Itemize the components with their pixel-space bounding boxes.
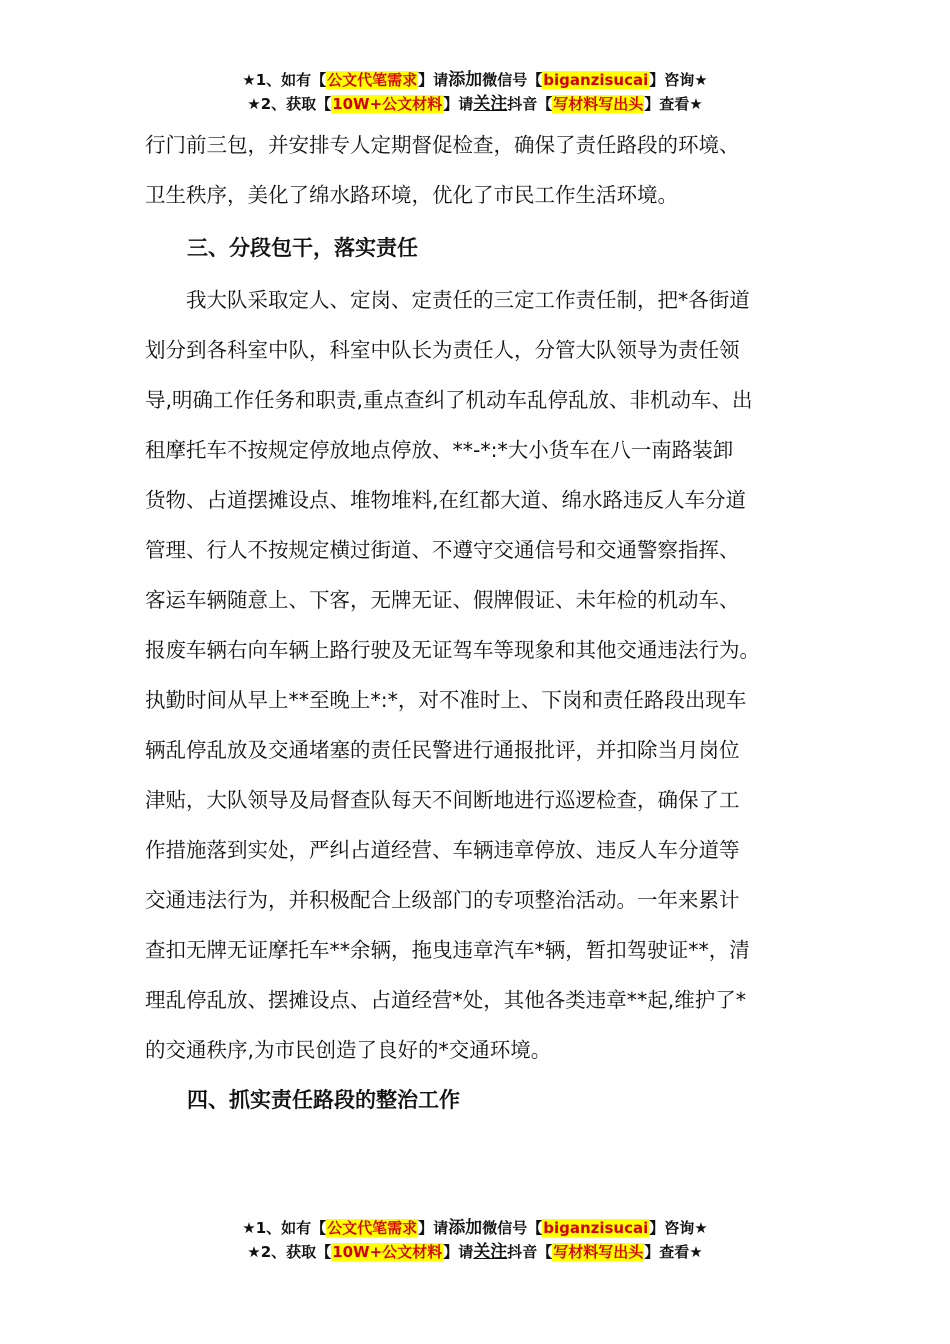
footer-banner [0,1216,950,1264]
text-line: 交通违法行为，并积极配合上级部门的专项整治活动。一年来累计 [145,888,740,912]
header-banner [0,68,950,116]
banner-text: 】请 [443,1243,474,1261]
highlight-wechat-id: biganzisucai [543,1219,649,1237]
banner-line-2 [0,92,950,116]
text-line: 租摩托车不按规定停放地点停放、**-*:*大小货车在八一南路装卸 [145,438,734,462]
banner-text: 】查看★ [644,1243,703,1261]
text-line: 管理、行人不按规定横过街道、不遵守交通信号和交通警察指挥、 [145,538,740,562]
highlight-douyin-account: 写材料写出头 [553,95,644,113]
banner-text: ★2、获取【 [247,95,332,113]
highlight-wechat-id: biganzisucai [543,71,649,89]
text-line: 辆乱停乱放及交通堵塞的责任民警进行通报批评，并扣除当月岗位 [145,738,740,762]
section-heading-3: 三、分段包干，落实责任 [187,236,418,260]
highlight-service: 公文代笔需求 [327,1219,418,1237]
text-line: 报废车辆右向车辆上路行驶及无证驾车等现象和其他交通违法行为。 [145,638,760,662]
text-line: 行门前三包，并安排专人定期督促检查，确保了责任路段的环境、 [145,133,740,157]
highlight-service: 公文代笔需求 [327,71,418,89]
text-line: 划分到各科室中队，科室中队长为责任人，分管大队领导为责任领 [145,338,740,362]
text-line: 的交通秩序,为市民创造了良好的*交通环境。 [145,1038,552,1062]
text-line: 货物、占道摆摊设点、堆物堆料,在红都大道、绵水路违反人车分道 [145,488,747,512]
text-line: 津贴，大队领导及局督查队每天不间断地进行巡逻检查，确保了工 [145,788,740,812]
text-line: 执勤时间从早上**至晚上*:*，对不准时上、下岗和责任路段出现车 [145,688,747,712]
banner-emphasis: 添加 [448,1218,483,1238]
banner-line-1 [0,68,950,92]
banner-emphasis: 关注 [473,1242,508,1262]
text-line: 理乱停乱放、摆摊设点、占道经营*处，其他各类违章**起,维护了* [145,988,747,1012]
banner-emphasis: 关注 [473,94,508,114]
paragraph-continuation [145,120,810,220]
banner-line-1 [0,1216,950,1240]
banner-text: 】咨询★ [649,71,708,89]
banner-text: 】查看★ [644,95,703,113]
banner-text: 微信号【 [482,1219,543,1237]
text-line: 作措施落到实处，严纠占道经营、车辆违章停放、违反人车分道等 [145,838,740,862]
banner-line-2 [0,1240,950,1264]
banner-text: 抖音【 [507,95,553,113]
banner-text: 】请 [418,1219,449,1237]
highlight-douyin-account: 写材料写出头 [553,1243,644,1261]
highlight-materials: 10W+公文材料 [332,1243,443,1261]
text-line: 导,明确工作任务和职责,重点查纠了机动车乱停乱放、非机动车、出 [145,388,753,412]
banner-text: 抖音【 [507,1243,553,1261]
banner-text: 】请 [418,71,449,89]
banner-text: 】请 [443,95,474,113]
text-line: 客运车辆随意上、下客，无牌无证、假牌假证、未年检的机动车、 [145,588,740,612]
banner-text: 微信号【 [482,71,543,89]
banner-text: ★2、获取【 [247,1243,332,1261]
highlight-materials: 10W+公文材料 [332,95,443,113]
paragraph-main [145,275,810,1075]
section-heading-4: 四、抓实责任路段的整治工作 [187,1088,460,1112]
text-line: 查扣无牌无证摩托车**余辆，拖曳违章汽车*辆，暂扣驾驶证**，清 [145,938,750,962]
banner-text: ★1、如有【 [242,1219,327,1237]
banner-text: ★1、如有【 [242,71,327,89]
text-line: 卫生秩序，美化了绵水路环境，优化了市民工作生活环境。 [145,183,678,207]
banner-text: 】咨询★ [649,1219,708,1237]
banner-emphasis: 添加 [448,70,483,90]
text-line: 我大队采取定人、定岗、定责任的三定工作责任制，把*各街道 [145,288,750,312]
